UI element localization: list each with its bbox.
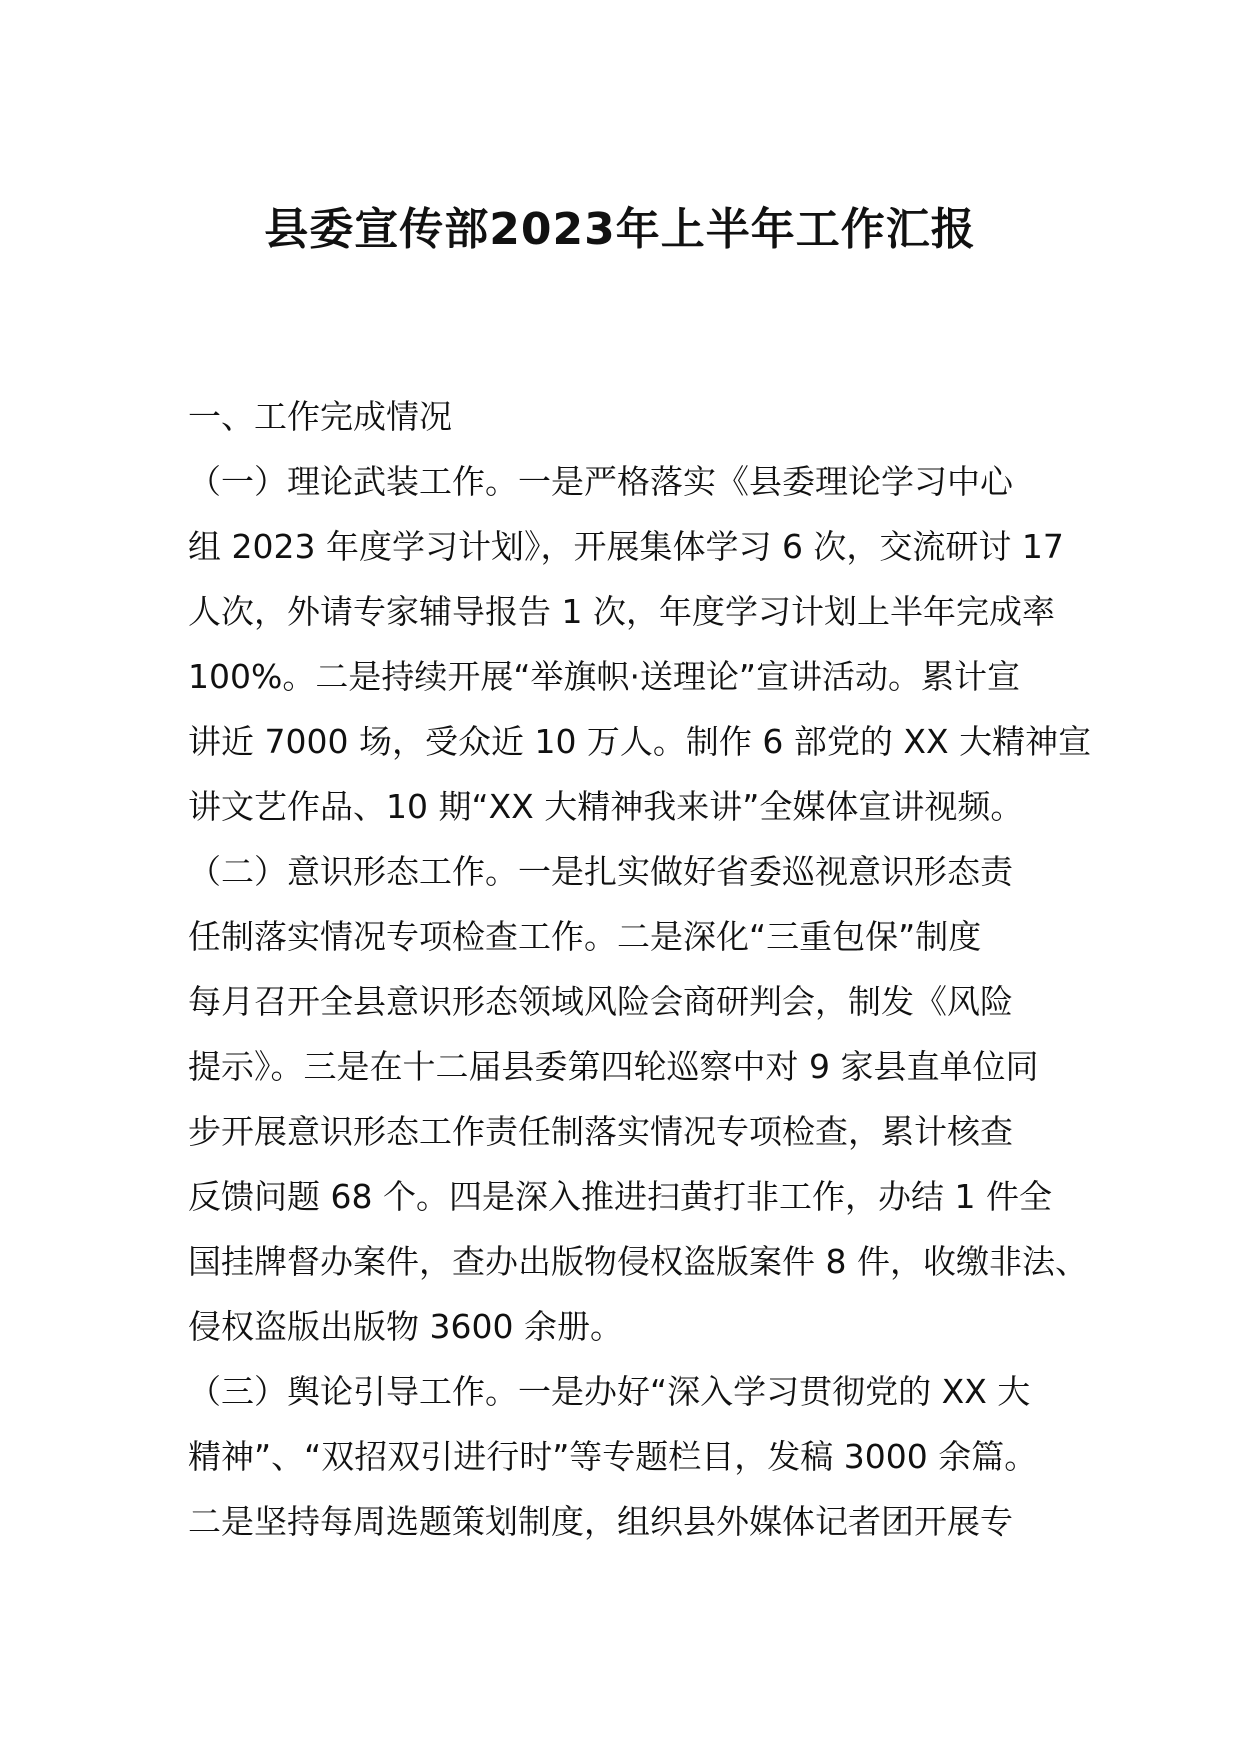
- text-line: 人次，外请专家辅导报告 1 次，年度学习计划上半年完成率: [188, 592, 1055, 631]
- text-line: 步开展意识形态工作责任制落实情况专项检查，累计核查: [188, 1112, 1013, 1151]
- text-line: 讲近 7000 场，受众近 10 万人。制作 6 部党的 XX 大精神宣: [188, 722, 1092, 761]
- text-line: 国挂牌督办案件，查办出版物侵权盗版案件 8 件，收缴非法、: [188, 1242, 1088, 1281]
- text-line: （三）舆论引导工作。一是办好“深入学习贯彻党的 XX 大: [188, 1372, 1031, 1411]
- document-body: [188, 384, 1092, 1554]
- text-line: 100%。二是持续开展“举旗帜·送理论”宣讲活动。累计宣: [188, 657, 1021, 696]
- text-line: （一）理论武装工作。一是严格落实《县委理论学习中心: [188, 462, 1013, 501]
- text-line: （二）意识形态工作。一是扎实做好省委巡视意识形态责: [188, 852, 1013, 891]
- text-line: 精神”、“双招双引进行时”等专题栏目，发稿 3000 余篇。: [188, 1437, 1038, 1476]
- text-line: 反馈问题 68 个。四是深入推进扫黄打非工作，办结 1 件全: [188, 1177, 1052, 1216]
- text-line: 任制落实情况专项检查工作。二是深化“三重包保”制度: [188, 917, 982, 956]
- document-title: 县委宣传部2023年上半年工作汇报: [264, 204, 976, 255]
- text-line: 二是坚持每周选题策划制度，组织县外媒体记者团开展专: [188, 1502, 1013, 1541]
- text-line: 组 2023 年度学习计划》，开展集体学习 6 次，交流研讨 17: [188, 527, 1064, 566]
- text-line: 侵权盗版出版物 3600 余册。: [188, 1307, 623, 1346]
- text-line: 每月召开全县意识形态领域风险会商研判会，制发《风险: [188, 982, 1013, 1021]
- section-heading: 一、工作完成情况: [188, 397, 452, 436]
- text-line: 讲文艺作品、10 期“XX 大精神我来讲”全媒体宣讲视频。: [188, 787, 1024, 826]
- text-line: 提示》。三是在十二届县委第四轮巡察中对 9 家县直单位同: [188, 1047, 1039, 1086]
